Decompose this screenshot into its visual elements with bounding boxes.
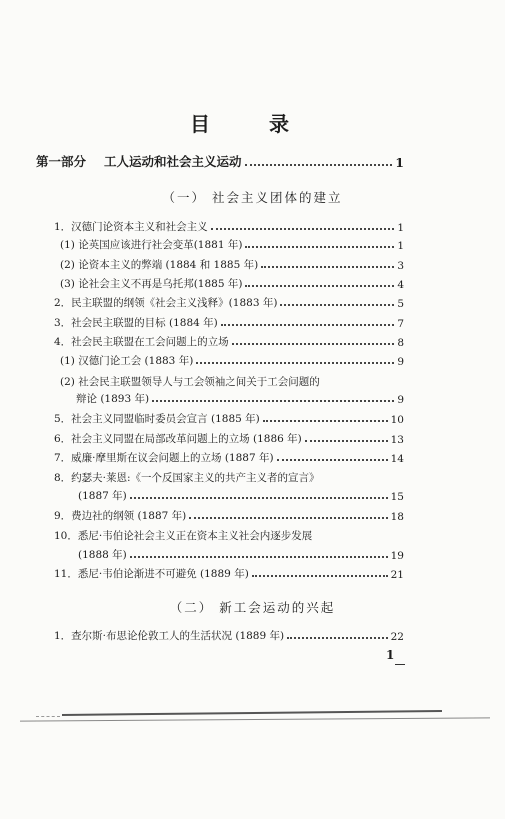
toc-entry: (3) 论社会主义不再是乌托邦(1885 年) 4 (60, 278, 404, 291)
toc-entry: 7．威廉·摩里斯在议会问题上的立场 (1887 年) 14 (54, 452, 404, 465)
toc-entry: 2．民主联盟的纲领《社会主义浅释》(1883 年) 5 (54, 297, 404, 310)
toc-entry: 3．社会民主联盟的目标 (1884 年) 7 (54, 317, 404, 330)
page-number: 1 (386, 648, 395, 662)
toc-entry-continuation: 辩论 (1893 年) 9 (76, 393, 404, 406)
scan-artifact-line (20, 717, 490, 721)
toc-entry: 1．查尔斯·布思论伦敦工人的生活状况 (1889 年) 22 (54, 630, 404, 643)
toc-entry: 1．汉德门论资本主义和社会主义 1 (54, 221, 404, 234)
part-page: 1 (395, 155, 404, 170)
part-title: 工人运动和社会主义运动 (104, 154, 242, 169)
toc-entry: 6．社会主义同盟在局部改革问题上的立场 (1886 年) 13 (54, 433, 404, 446)
page-title: 目 录 (190, 112, 315, 136)
part-label: 第一部分 (36, 154, 87, 169)
toc-entry-continuation: (1887 年) 15 (78, 490, 404, 503)
dot-leader (245, 164, 393, 166)
part-heading (36, 152, 404, 170)
page-number-mark (395, 664, 405, 665)
section-heading: （一） 社会主义团体的建立 (162, 190, 343, 205)
toc-entry: (1) 论英国应该进行社会变革(1881 年) 1 (60, 239, 404, 252)
toc-entry: 9．费边社的纲领 (1887 年) 18 (54, 510, 404, 523)
toc-entry: 5．社会主义同盟临时委员会宣言 (1885 年) 10 (54, 413, 404, 426)
toc-entry: (2) 论资本主义的弊端 (1884 和 1885 年) 3 (60, 259, 404, 272)
section-heading: （二） 新工会运动的兴起 (169, 600, 336, 615)
toc-entry: 8．约瑟夫·莱恩:《一个反国家主义的共产主义者的宣言》 (54, 472, 320, 484)
toc-entry: 4．社会民主联盟在工会问题上的立场 8 (54, 336, 404, 349)
toc-entry: (1) 汉德门论工会 (1883 年) 9 (60, 355, 404, 368)
toc-entry: 10．悉尼·韦伯论社会主义正在资本主义社会内逐步发展 (54, 530, 313, 542)
scan-artifact-line (62, 710, 442, 716)
toc-entry-continuation: (1888 年) 19 (78, 549, 404, 562)
scan-artifact-line (36, 716, 60, 717)
toc-entry: (2) 社会民主联盟领导人与工会领袖之间关于工会问题的 (60, 376, 320, 388)
toc-entry: 11．悉尼·韦伯论渐进不可避免 (1889 年) 21 (54, 568, 404, 581)
